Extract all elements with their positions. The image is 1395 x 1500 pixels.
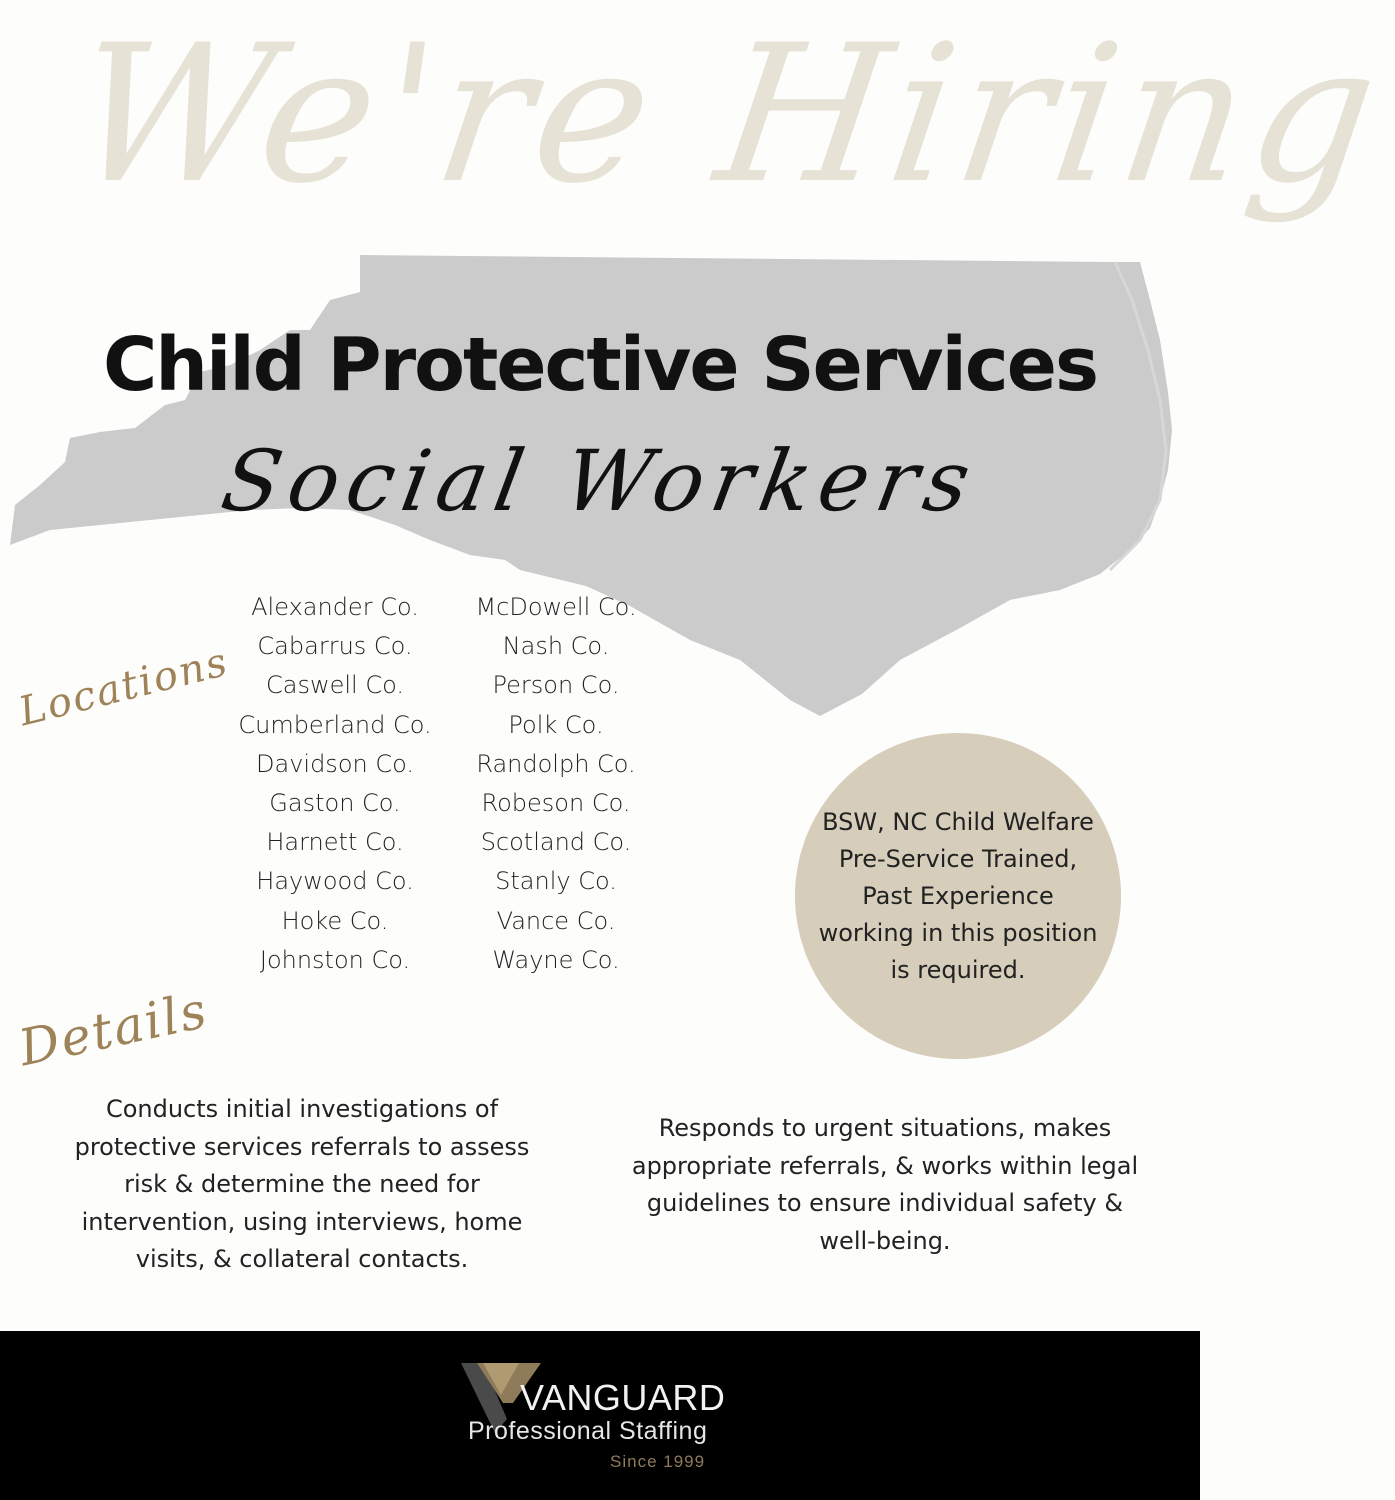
footer-bar xyxy=(0,1331,1200,1500)
county-item: Vance Co. xyxy=(496,906,616,935)
requirements-circle xyxy=(795,733,1121,1059)
county-item: Johnston Co. xyxy=(259,945,411,974)
county-item: Person Co. xyxy=(492,671,620,700)
county-item: Cumberland Co. xyxy=(238,710,432,739)
county-item: Alexander Co. xyxy=(251,593,419,621)
county-item: Cabarrus Co. xyxy=(257,632,413,661)
county-item: Randolph Co. xyxy=(476,749,636,778)
brand-since: Since 1999 xyxy=(610,1452,706,1471)
county-list-column-b xyxy=(440,588,672,980)
job-subtitle: Social Workers xyxy=(214,432,986,530)
requirements-text: BSW, NC Child Welfare Pre-Service Trained, Past Experience working in this position is required. xyxy=(818,807,1098,984)
county-item: Nash Co. xyxy=(502,632,610,661)
brand-tagline: Professional Staffing xyxy=(468,1417,708,1445)
county-item: McDowell Co. xyxy=(475,593,637,621)
county-item: Haywood Co. xyxy=(256,867,414,896)
county-item: Wayne Co. xyxy=(492,945,620,974)
county-item: Polk Co. xyxy=(508,710,604,739)
locations-label: Locations xyxy=(14,638,234,736)
detail-investigations: Conducts initial investigations of protective services referrals to assess risk & determine the need for intervention, using interviews, home visits, & collateral contacts. xyxy=(74,1095,530,1273)
county-item: Robeson Co. xyxy=(481,789,631,818)
details-label: Details xyxy=(13,980,214,1078)
detail-urgent-response: Responds to urgent situations, makes appropriate referrals, & works within legal guidelines to ensure individual safety & well-being. xyxy=(631,1114,1139,1255)
county-item: Harnett Co. xyxy=(266,828,404,857)
county-item: Gaston Co. xyxy=(269,789,401,818)
job-title: Child Protective Services xyxy=(102,322,1098,408)
brand-name: VANGUARD xyxy=(520,1377,726,1418)
county-list-column-a xyxy=(210,588,460,980)
county-item: Davidson Co. xyxy=(256,749,414,778)
county-item: Caswell Co. xyxy=(266,671,404,700)
county-item: Scotland Co. xyxy=(480,828,632,857)
were-hiring-banner: We're Hiring xyxy=(61,4,1395,225)
county-item: Stanly Co. xyxy=(495,867,617,896)
county-item: Hoke Co. xyxy=(281,906,389,935)
